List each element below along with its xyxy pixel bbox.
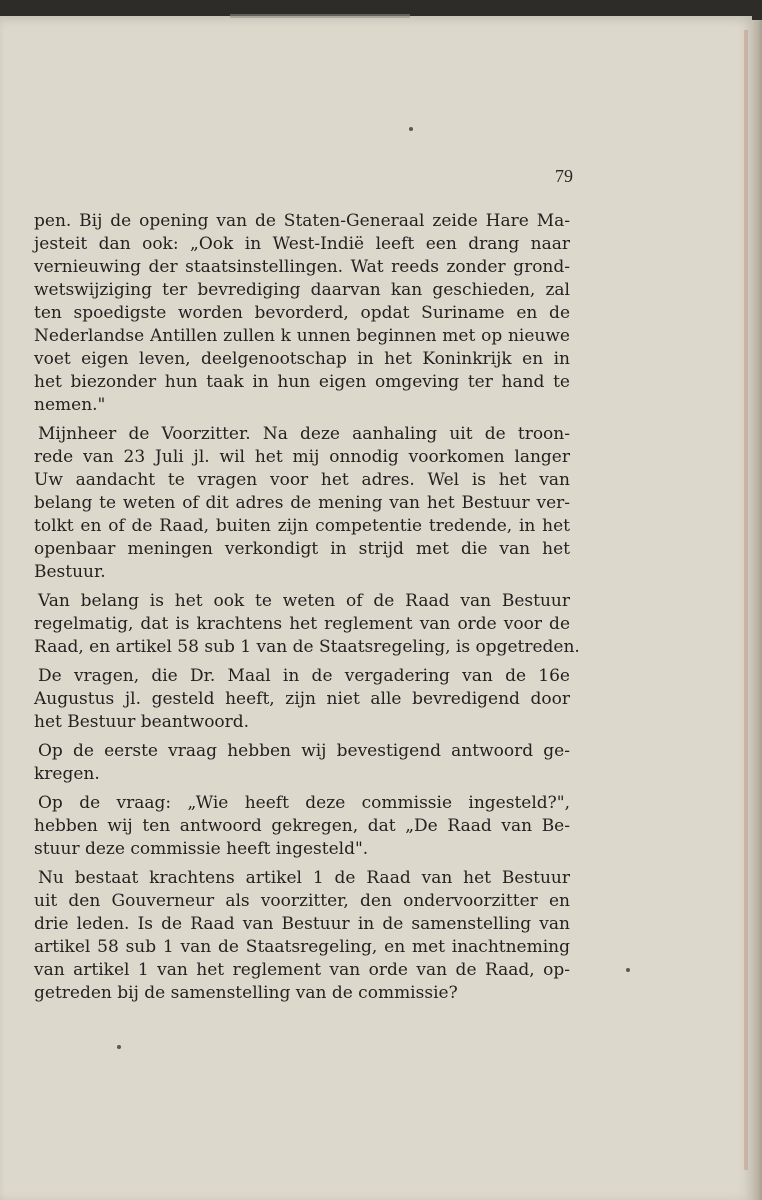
text-line: openbaar meningen verkondigt in strijd met die van het (34, 539, 570, 559)
text-line: Van belang is het ook te weten of de Raad van Bestuur (38, 591, 570, 611)
top-edge-strip (230, 14, 410, 18)
text-line: pen. Bij de opening van de Staten-Generaal zeide Hare Ma- (34, 211, 570, 231)
text-line: Uw aandacht te vragen voor het adres. Wel is het van (34, 470, 570, 490)
ink-speck (409, 127, 413, 131)
text-line: uit den Gouverneur als voorzitter, den ondervoorzitter en (34, 891, 570, 911)
text-line: van artikel 1 van het reglement van orde van de Raad, op- (34, 960, 570, 980)
text-line: regelmatig, dat is krachtens het reglement van orde voor de (34, 614, 570, 634)
text-line: Mijnheer de Voorzitter. Na deze aanhaling uit de troon- (38, 424, 570, 444)
text-line: rede van 23 Juli jl. wil het mij onnodig voorkomen langer (34, 447, 570, 467)
paragraph (34, 423, 570, 584)
text-line: tolkt en of de Raad, buiten zijn competentie tredende, in het (34, 516, 570, 536)
text-line: Nederlandse Antillen zullen k unnen beginnen met op nieuwe (34, 326, 570, 346)
text-line: het biezonder hun taak in hun eigen omgeving ter hand te (34, 372, 570, 392)
paragraph (34, 590, 580, 659)
text-line: stuur deze commissie heeft ingesteld". (34, 839, 369, 859)
text-line: drie leden. Is de Raad van Bestuur in de samenstelling van (34, 914, 570, 934)
text-line: De vragen, die Dr. Maal in de vergadering van de 16e (38, 666, 570, 686)
body-text (34, 210, 580, 1005)
text-line: Bestuur. (34, 562, 106, 582)
page-edge (752, 20, 762, 1200)
paragraph (34, 867, 570, 1005)
paragraph (34, 792, 570, 861)
paragraph (34, 740, 570, 786)
text-line: vernieuwing der staatsinstellingen. Wat reeds zonder grond- (34, 257, 570, 277)
page-number: 79 (555, 166, 573, 186)
ink-speck (626, 968, 630, 972)
text-line: belang te weten of dit adres de mening van het Bestuur ver- (34, 493, 570, 513)
ink-speck (117, 1045, 121, 1049)
text-line: getreden bij de samenstelling van de commissie? (34, 983, 458, 1003)
text-line: kregen. (34, 764, 100, 784)
page-edge-stain (744, 30, 748, 1170)
text-line: ten spoedigste worden bevorderd, opdat Suriname en de (34, 303, 570, 323)
text-line: Augustus jl. gesteld heeft, zijn niet alle bevredigend door (34, 689, 570, 709)
text-line: Op de eerste vraag hebben wij bevestigend antwoord ge- (38, 741, 570, 761)
text-line: Nu bestaat krachtens artikel 1 de Raad van het Bestuur (38, 868, 570, 888)
paragraph (34, 665, 570, 734)
text-line: Raad, en artikel 58 sub 1 van de Staatsregeling, is opgetreden. (34, 637, 580, 657)
text-line: artikel 58 sub 1 van de Staatsregeling, en met inachtneming (34, 937, 570, 957)
text-line: jesteit dan ook: „Ook in West-Indië leeft een drang naar (34, 234, 570, 254)
text-line: Op de vraag: „Wie heeft deze commissie ingesteld?", (38, 793, 570, 813)
text-line: hebben wij ten antwoord gekregen, dat „De Raad van Be- (34, 816, 570, 836)
text-line: wetswijziging ter bevrediging daarvan kan geschieden, zal (34, 280, 570, 300)
text-line: voet eigen leven, deelgenootschap in het Koninkrijk en in (34, 349, 570, 369)
text-line: nemen." (34, 395, 106, 415)
text-line: het Bestuur beantwoord. (34, 712, 250, 732)
paragraph (34, 210, 570, 417)
